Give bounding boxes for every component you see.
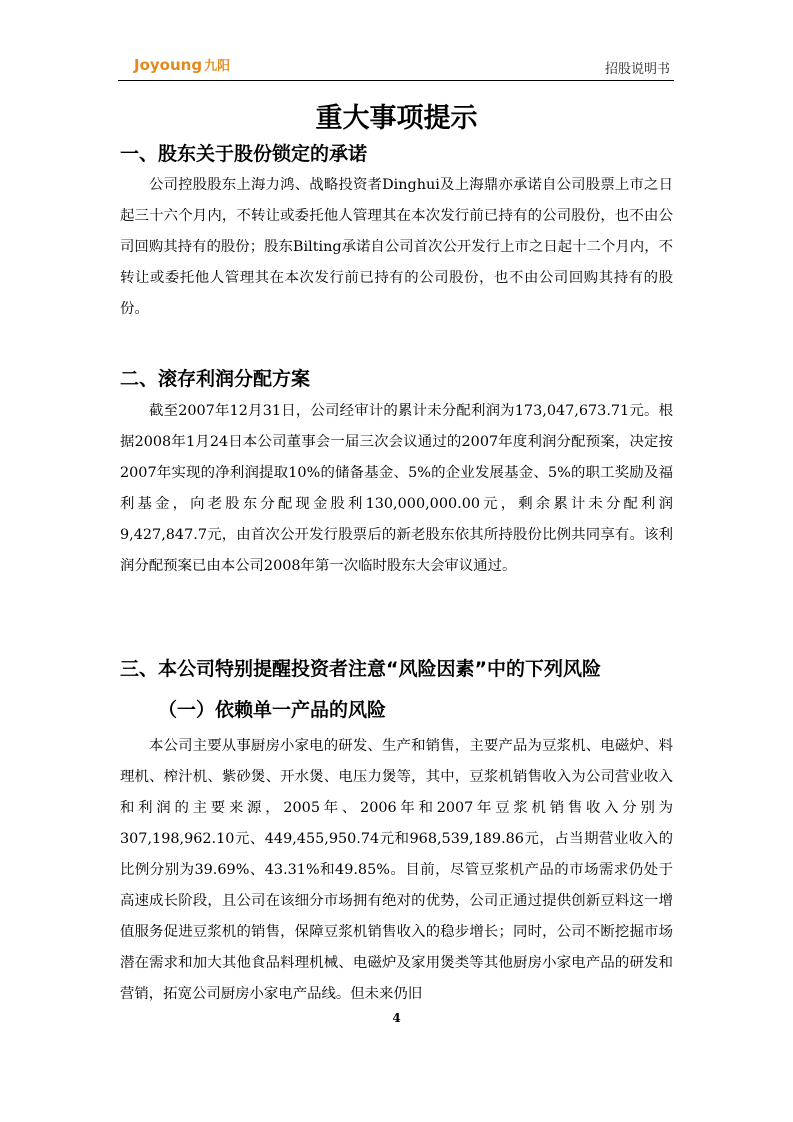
section-heading-risk-factors: 三、本公司特别提醒投资者注意“风险因素”中的下列风险 <box>120 658 601 680</box>
logo-text: Joyoung <box>134 56 203 74</box>
joyoung-logo <box>134 55 230 74</box>
section-heading-share-lockup: 一、股东关于股份锁定的承诺 <box>120 143 368 165</box>
document-type-label: 招股说明书 <box>604 62 670 77</box>
paragraph-single-product-risk: 本公司主要从事厨房小家电的研发、生产和销售，主要产品为豆浆机、电磁炉、料理机、榨汁机、紫砂煲、开水煲、电压力煲等，其中，豆浆机销售收入为公司营业收入和利润的主要来源，2005年、2006年和2007年豆浆机销售收入分别为307,198,962.10元、449,455,950.74元和968,539,189.86元，占当期营业收入的比例分别为39.69%、43.31%和49.85%。目前，尽管豆浆机产品的市场需求仍处于高速成长阶段，且公司在该细分市场拥有绝对的优势，公司正通过提供创新豆料这一增值服务促进豆浆机的销售，保障豆浆机销售收入的稳步增长；同时，公司不断挖掘市场潜在需求和加大其他食品料理机械、电磁炉及家用煲类等其他厨房小家电产品的研发和营销，拓宽公司厨房小家电产品线。但未来仍旧 <box>120 738 673 1002</box>
subsection-heading-single-product-risk: （一）依赖单一产品的风险 <box>158 699 387 721</box>
page-header <box>118 52 674 81</box>
paragraph-profit-distribution: 截至2007年12月31日，公司经审计的累计未分配利润为173,047,673.71元。根据2008年1月24日本公司董事会一届三次会议通过的2007年度利润分配预案，决定按2007年实现的净利润提取10%的储备基金、5%的企业发展基金、5%的职工奖励及福利基金，向老股东分配现金股利130,000,000.00元，剩余累计未分配利润9,427,847.7元，由首次公开发行股票后的新老股东依其所持股份比例共同享有。该利润分配预案已由本公司2008年第一次临时股东大会审议通过。 <box>120 403 673 574</box>
logo-cn-text: 九阳 <box>204 59 231 74</box>
section-heading-profit-distribution: 二、滚存利润分配方案 <box>120 368 311 390</box>
paragraph-share-lockup: 公司控股股东上海力鸿、战略投资者Dinghui及上海鼎亦承诺自公司股票上市之日起三十六个月内，不转让或委托他人管理其在本次发行前已持有的公司股份，也不由公司回购其持有的股份；股东Bilting承诺自公司首次公开发行上市之日起十二个月内，不转让或委托他人管理其在本次发行前已持有的公司股份，也不由公司回购其持有的股份。 <box>120 177 673 317</box>
page-number: 4 <box>392 1011 401 1025</box>
page-title: 重大事项提示 <box>315 103 478 134</box>
